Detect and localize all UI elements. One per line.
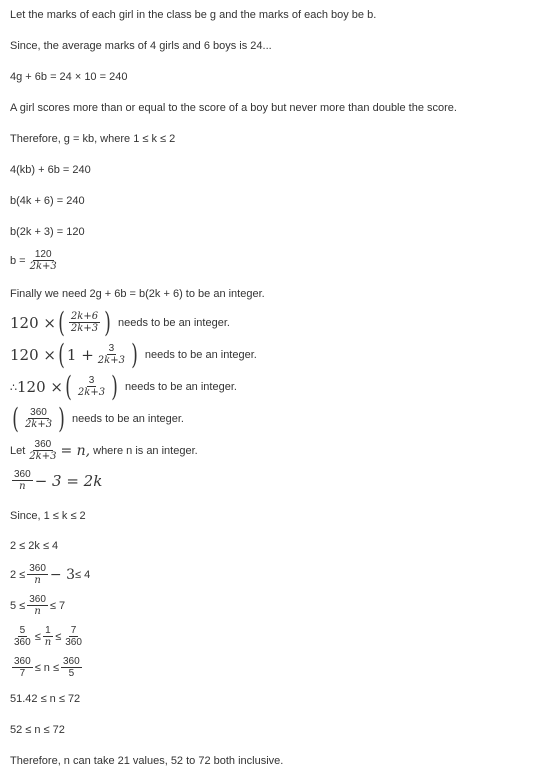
right-paren: )	[104, 306, 111, 339]
fraction-numerator: 3	[108, 343, 115, 354]
fraction-denominator: 2k+3	[70, 323, 99, 334]
fraction-numerator: 2k+6	[70, 311, 99, 322]
math-line-360-over-n	[10, 470, 102, 492]
fraction-denominator: n	[44, 637, 52, 648]
fraction-denominator: 2k+3	[24, 419, 53, 430]
fraction-denominator: 2k+3	[29, 451, 57, 462]
integer-note: needs to be an integer.	[118, 317, 230, 329]
right-paren: )	[111, 370, 118, 403]
inequality-right: ≤ 7	[49, 600, 66, 612]
inequality-middle: ≤ n ≤	[34, 662, 59, 674]
math-line-let-n	[10, 440, 198, 462]
equation-b-fraction	[10, 250, 61, 272]
fraction-360-over-5	[61, 657, 82, 679]
fraction-denominator: 2k+3	[77, 387, 106, 398]
math-line-360-ratio	[10, 402, 184, 435]
inequality-line-reciprocal	[10, 626, 86, 648]
equation-substitute: 4(kb) + 6b = 240	[10, 164, 91, 176]
fraction-ratio	[69, 312, 100, 334]
fraction-3-over	[96, 344, 127, 366]
inequality-line-5-7	[10, 595, 65, 617]
equation-sum: 4g + 6b = 24 × 10 = 240	[10, 71, 128, 83]
fraction-numerator: 360	[63, 656, 80, 667]
fraction-360-over	[23, 408, 54, 430]
text-line-finally: Finally we need 2g + 6b = b(2k + 6) to be an integer.	[10, 288, 265, 300]
fraction-360-over-7	[12, 657, 33, 679]
fraction-numerator: 3	[88, 375, 95, 386]
fraction-120-over	[28, 250, 59, 272]
therefore-symbol: ∴	[10, 381, 17, 394]
left-paren: (	[12, 402, 19, 435]
fraction-numerator: 1	[45, 625, 51, 636]
expr-120-times: 120 ×	[10, 346, 56, 364]
expr-minus-3: − 3	[49, 567, 75, 583]
expr-120-times: 120 ×	[17, 378, 63, 396]
equation-simplify: b(2k + 3) = 120	[10, 226, 85, 238]
left-paren: (	[58, 338, 65, 371]
fraction-3-over	[76, 376, 107, 398]
math-line-120-times-ratio	[10, 306, 230, 339]
fraction-numerator: 360	[29, 563, 46, 574]
text-line-conclusion: Therefore, n can take 21 values, 52 to 72 both inclusive.	[10, 755, 284, 767]
left-paren: (	[65, 370, 72, 403]
equation-factor: b(4k + 6) = 240	[10, 195, 85, 207]
fraction-numerator: 7	[70, 625, 77, 636]
fraction-1-over-n	[43, 626, 53, 648]
fraction-numerator: 360	[34, 439, 52, 450]
text-line-since: Since, 1 ≤ k ≤ 2	[10, 510, 86, 522]
integer-note: needs to be an integer.	[72, 413, 184, 425]
fraction-360-over-n	[12, 470, 33, 492]
b-equals-label: b =	[10, 255, 26, 267]
inequality-left: 5 ≤	[10, 600, 26, 612]
text-line-kb: Therefore, g = kb, where 1 ≤ k ≤ 2	[10, 133, 176, 145]
fraction-denominator: 360	[14, 637, 31, 648]
inequality-right: ≤ 4	[75, 569, 91, 581]
fraction-denominator: n	[34, 575, 41, 586]
fraction-numerator: 360	[30, 407, 47, 418]
fraction-denominator: 360	[65, 637, 82, 648]
integer-note: where n is an integer.	[93, 445, 198, 457]
fraction-360-over	[27, 440, 58, 462]
fraction-denominator: 2k+3	[29, 261, 57, 272]
less-equal-symbol: ≤	[55, 631, 62, 643]
fraction-denominator: n	[34, 606, 41, 617]
inequality-left: 2 ≤	[10, 569, 26, 581]
math-line-one-plus	[10, 338, 257, 371]
math-line-therefore	[10, 370, 237, 403]
fraction-5-over-360	[12, 626, 33, 648]
fraction-numerator: 360	[14, 469, 31, 480]
equals-n: = n,	[60, 443, 91, 459]
fraction-denominator: 2k+3	[97, 355, 125, 366]
expr-one-plus: 1 +	[66, 346, 94, 364]
fraction-denominator: 5	[68, 668, 75, 679]
left-paren: (	[58, 306, 65, 339]
fraction-360-over-n	[27, 564, 48, 586]
less-equal-symbol: ≤	[34, 631, 41, 643]
fraction-7-over-360	[63, 626, 84, 648]
integer-note: needs to be an integer.	[125, 381, 237, 393]
inequality-line-n-range	[10, 657, 84, 679]
let-label: Let	[10, 445, 26, 457]
inequality-line-minus-3	[10, 564, 90, 586]
expr-120-times: 120 ×	[10, 314, 56, 332]
fraction-numerator: 360	[29, 594, 46, 605]
fraction-numerator: 5	[19, 625, 26, 636]
integer-note: needs to be an integer.	[144, 349, 257, 361]
text-line-intro: Let the marks of each girl in the class be g and the marks of each boy be b.	[10, 9, 377, 21]
text-line-condition: A girl scores more than or equal to the score of a boy but never more than double the score.	[10, 102, 457, 114]
right-paren: )	[58, 402, 65, 435]
inequality-2k: 2 ≤ 2k ≤ 4	[10, 540, 59, 552]
inequality-decimal: 51.42 ≤ n ≤ 72	[10, 693, 81, 705]
right-paren: )	[131, 338, 138, 371]
fraction-numerator: 120	[34, 249, 52, 260]
expr-minus-3: − 3 = 2k	[34, 472, 103, 490]
fraction-360-over-n	[27, 595, 48, 617]
inequality-integer: 52 ≤ n ≤ 72	[10, 724, 65, 736]
fraction-denominator: n	[19, 481, 26, 492]
text-line-average: Since, the average marks of 4 girls and 6 boys is 24...	[10, 40, 272, 52]
fraction-numerator: 360	[14, 656, 31, 667]
fraction-denominator: 7	[19, 668, 26, 679]
